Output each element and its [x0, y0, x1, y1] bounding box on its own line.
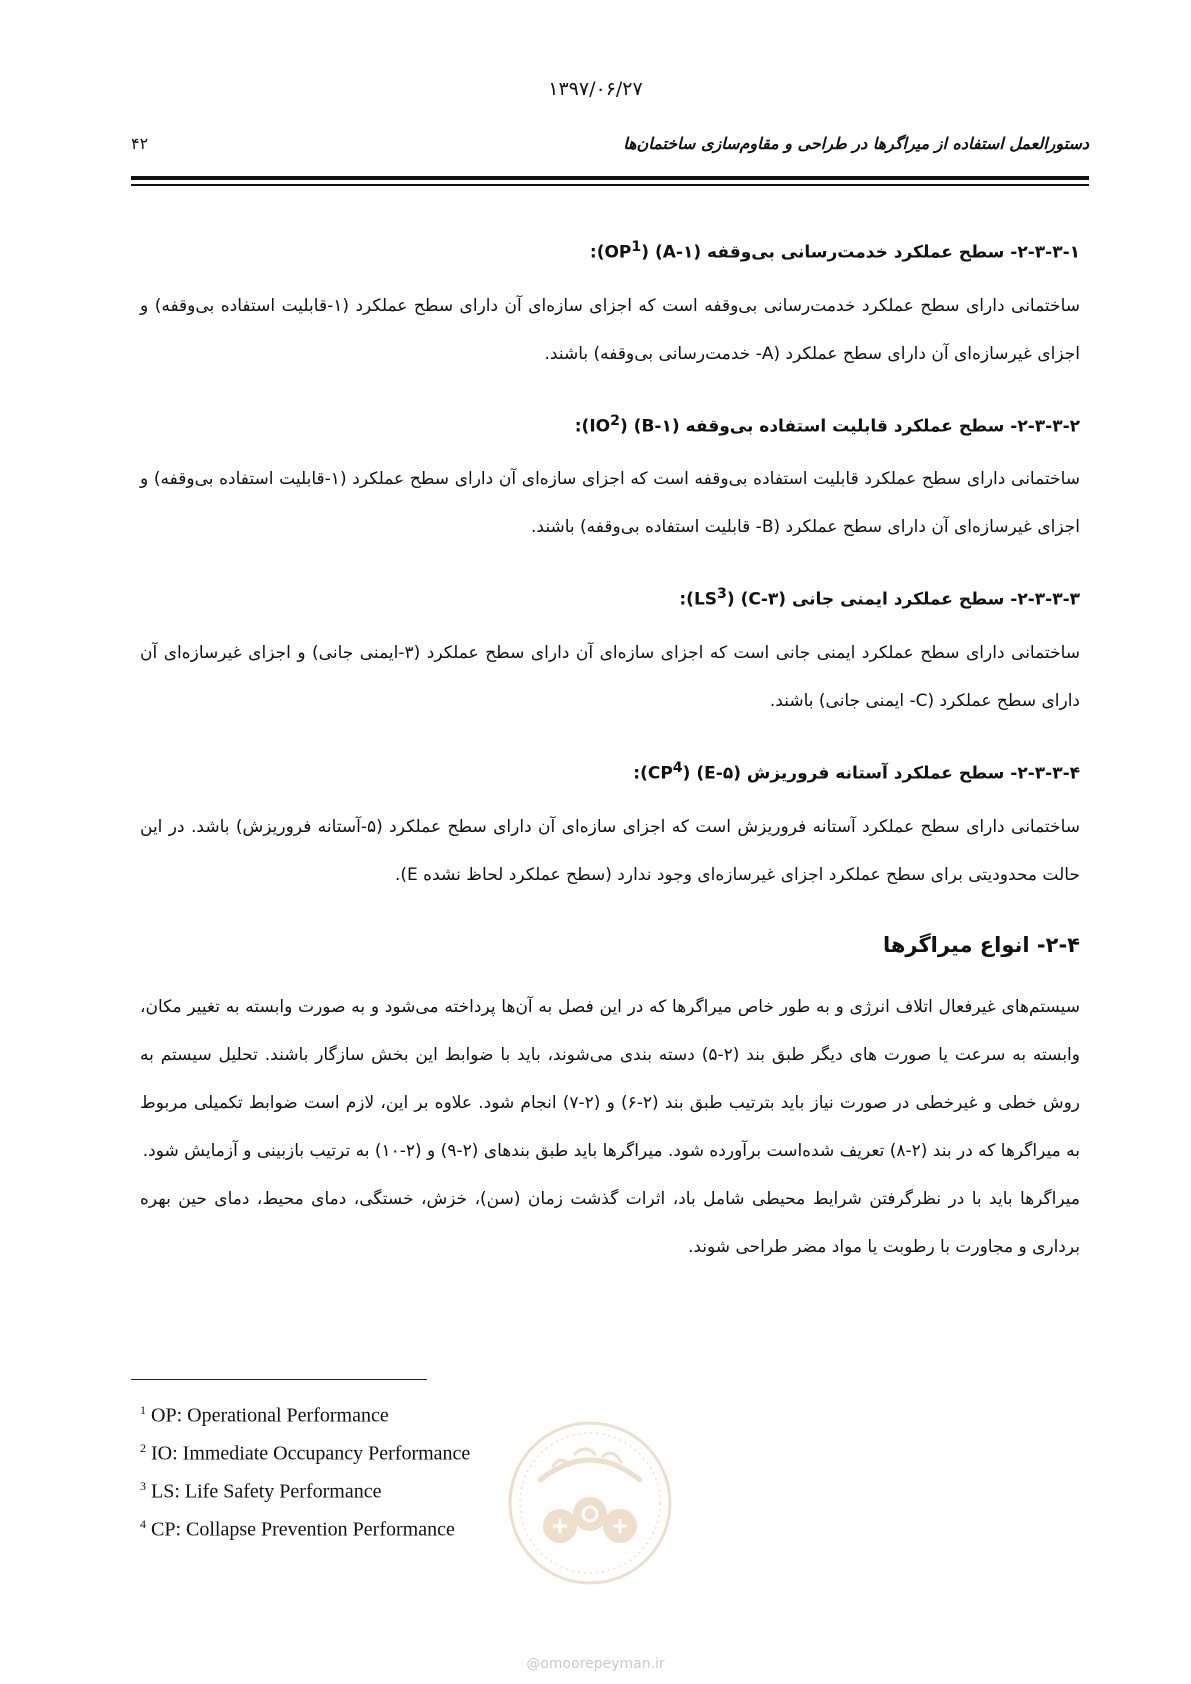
section-heading-tail: ): [589, 242, 605, 263]
section-2-4-paragraph-1: سیستم‌های غیرفعال اتلاف انرژی و به طور خاص میراگرها که در این فصل به آن‌ها پرداخته می‌شود و به صورت وابسته به تغییر مکان، وابسته به سرعت یا صورت های دیگر طبق بند (۲-۵) دسته بندی می‌شوند، باید با ضوابط این بخش سازگار باشند. تحلیل سیستم به روش خطی و غیرخطی در صورت نیاز باید بترتیب طبق بند (۲-۶) و (۲-۷) انجام شود. علاوه بر این، لازم است ضوابط تکمیلی مربوط به میراگرها که در بند (۲-۸) تعریف شده‌است برآورده شود. میراگرها باید طبق بندهای (۲-۹) و (۲-۱۰) به ترتیب بازبینی و آزمایش شود. [140, 996, 1080, 1161]
header-rule-thin [131, 184, 1089, 186]
page-date: ۱۳۹۷/۰۶/۲۷ [548, 78, 643, 100]
footnote-item [140, 1435, 560, 1473]
footnote-text: OP: Operational Performance [151, 1404, 389, 1427]
section-ls [140, 579, 1080, 725]
section-heading [140, 579, 1080, 615]
footnote-ref[interactable]: 1 [631, 239, 642, 255]
footnote-number: 3 [140, 1479, 146, 1493]
section-heading-tail: ): [679, 589, 694, 610]
footnote-number: 4 [140, 1517, 146, 1531]
section-heading-text: ۲-۳-۳-۱- سطح عملکرد خدمت‌رسانی بی‌وقفه (۱-A) (OP [604, 242, 1080, 263]
main-content [140, 232, 1080, 1271]
footnote-item [140, 1473, 560, 1511]
section-heading-text: ۲-۳-۳-۲- سطح عملکرد قابلیت استفاده بی‌وقفه (۱-B) (IO [589, 416, 1080, 437]
section-body: ساختمانی دارای سطح عملکرد آستانه فروریزش است که اجزای سازه‌ای آن دارای سطح عملکرد (۵-آستانه فروریزش) باشد. در این حالت محدودیتی برای سطح عملکرد اجزای غیرسازه‌ای وجود ندارد (سطح عملکرد لحاظ نشده E). [140, 816, 1080, 885]
section-heading [140, 232, 1080, 268]
watermark-seal-icon [505, 1418, 675, 1588]
section-heading [140, 753, 1080, 789]
footnote-item [140, 1397, 560, 1435]
section-op [140, 232, 1080, 378]
footnote-ref[interactable]: 2 [610, 412, 620, 429]
section-2-4-paragraph-2: میراگرها باید با در نظرگرفتن شرایط محیطی شامل باد، اثرات گذشت زمان (سن)، خزش، خستگی، دمای محیط، دمای حین بهره برداری و مجاورت با رطوبت یا مواد مضر طراحی شوند. [140, 1188, 1080, 1257]
footnote-text: LS: Life Safety Performance [151, 1480, 382, 1503]
section-heading-text: ۲-۳-۳-۳- سطح عملکرد ایمنی جانی (۳-C) (LS [693, 589, 1080, 610]
section-heading-tail: ): [633, 763, 648, 784]
section-heading [140, 406, 1080, 442]
running-header-title: دستورالعمل استفاده از میراگرها در طراحی و مقاوم‌سازی ساختمان‌ها [623, 134, 1089, 153]
footnote-number: 2 [140, 1441, 146, 1455]
section-body: ساختمانی دارای سطح عملکرد ایمنی جانی است که اجزای سازه‌ای آن دارای سطح عملکرد (۳-ایمنی جانی) و اجزای غیرسازه‌ای آن دارای سطح عملکرد (C- ایمنی جانی) باشند. [140, 642, 1080, 711]
section-cp [140, 753, 1080, 899]
watermark-url: @omoorepeyman.ir [526, 1656, 665, 1672]
section-io [140, 406, 1080, 552]
section-2-4-heading: ۲-۴- انواع میراگرها [882, 932, 1080, 957]
footnote-number: 1 [140, 1403, 146, 1417]
footnote-ref[interactable]: 3 [717, 586, 727, 603]
header-rule-thick [131, 176, 1089, 180]
section-heading-tail: ): [574, 416, 590, 437]
footnote-rule [131, 1379, 427, 1380]
page-number: ۴۲ [131, 134, 149, 153]
footnote-text: IO: Immediate Occupancy Performance [151, 1442, 471, 1465]
footnote-text: CP: Collapse Prevention Performance [151, 1518, 455, 1541]
footnote-item [140, 1511, 560, 1549]
section-heading-text: ۲-۳-۳-۴- سطح عملکرد آستانه فروریزش (۵-E) (CP [647, 763, 1080, 784]
section-body: ساختمانی دارای سطح عملکرد خدمت‌رسانی بی‌وقفه است که اجزای سازه‌ای آن دارای سطح عملکرد (۱-قابلیت استفاده بی‌وقفه) و اجزای غیرسازه‌ای آن دارای سطح عملکرد (A- خدمت‌رسانی بی‌وقفه) باشند. [140, 295, 1080, 364]
section-body: ساختمانی دارای سطح عملکرد قابلیت استفاده بی‌وقفه است که اجزای سازه‌ای آن دارای سطح عملکرد (۱-قابلیت استفاده بی‌وقفه) و اجزای غیرسازه‌ای آن دارای سطح عملکرد (B- قابلیت استفاده بی‌وقفه) باشند. [140, 469, 1080, 538]
footnotes [140, 1397, 560, 1549]
section-damper-types [140, 927, 1080, 1271]
running-header [131, 134, 1089, 158]
footnote-ref[interactable]: 4 [672, 759, 683, 776]
